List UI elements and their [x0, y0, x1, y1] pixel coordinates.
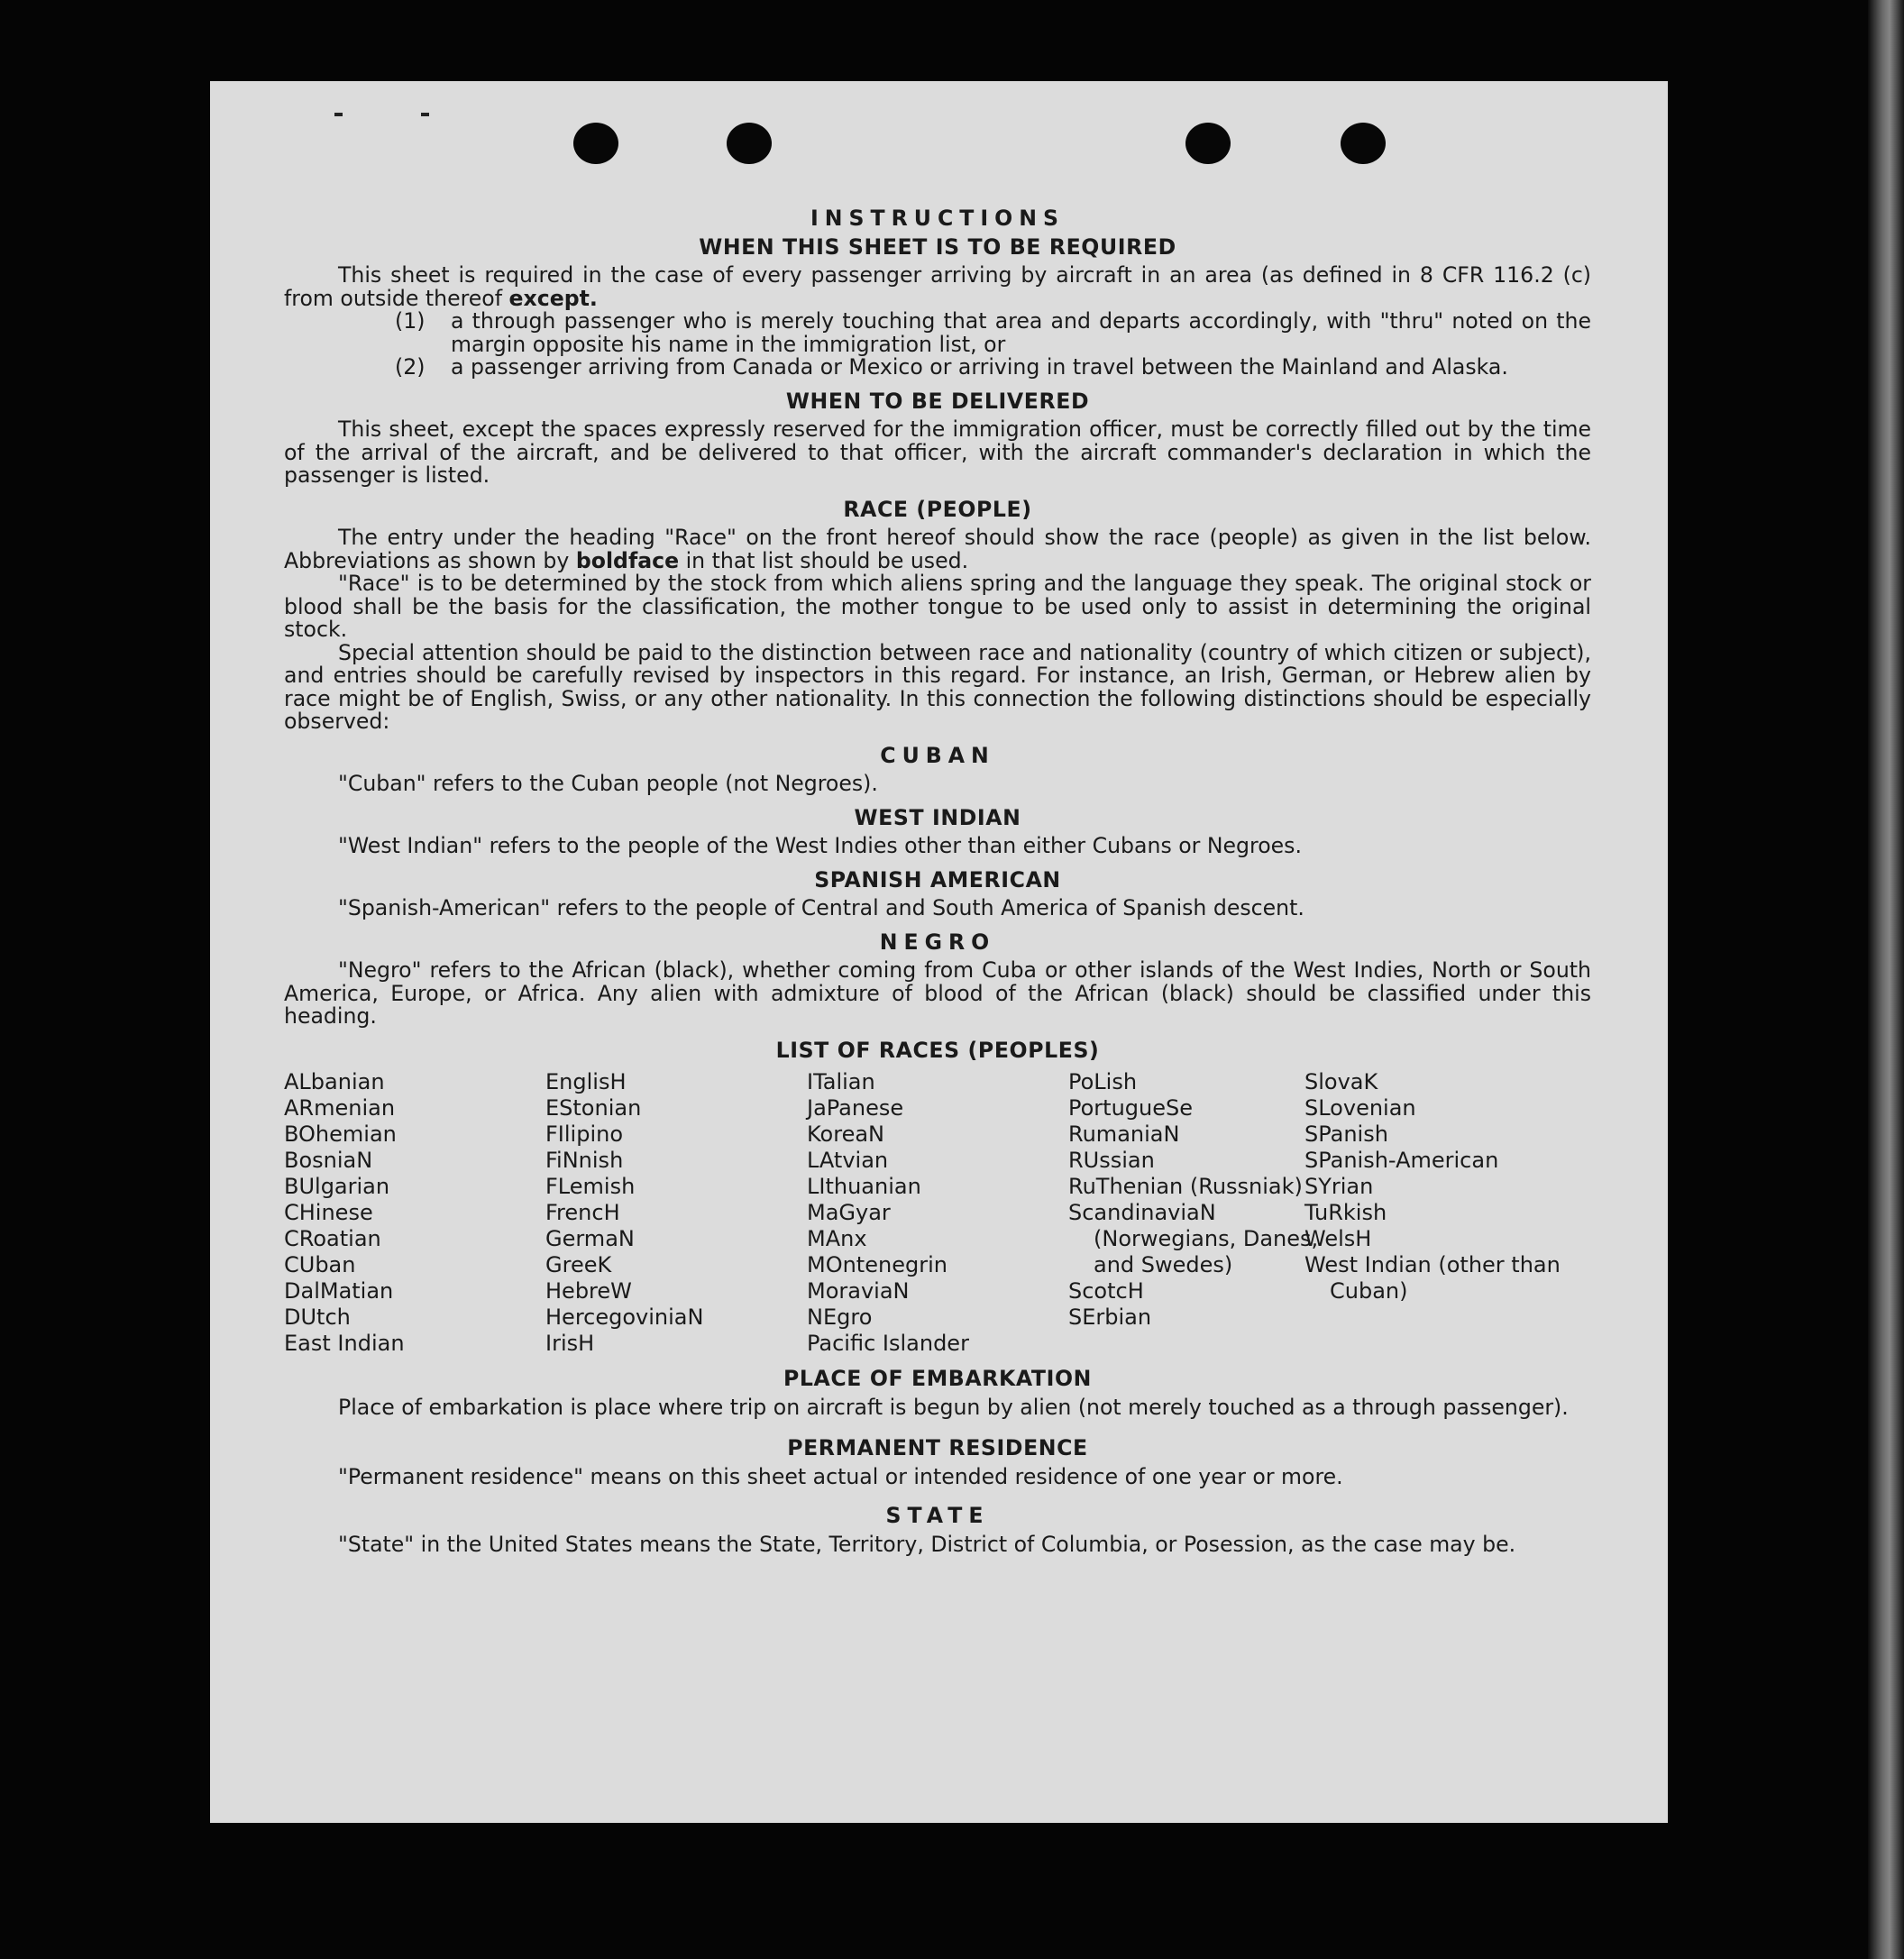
section-heading: LIST OF RACES (PEOPLES): [775, 1037, 1100, 1063]
race-entry: RumaniaN: [1068, 1121, 1180, 1147]
paragraph: "West Indian" refers to the people of the West Indies other than either Cubans or Negroes.: [338, 833, 1302, 858]
race-entry: FLemish: [545, 1174, 636, 1199]
race-entry: JaPanese: [807, 1095, 904, 1121]
paragraph: This sheet is required in the case of every passenger arriving by aircraft in an area (as defined in 8 CFR 116.2 (c) from outside thereof except.: [284, 262, 1591, 311]
paragraph: "Cuban" refers to the Cuban people (not Negroes).: [338, 771, 878, 796]
race-entry: MAnx: [807, 1226, 867, 1251]
paragraph: This sheet, except the spaces expressly reserved for the immigration officer, must be correctly filled out by the time of the arrival of the aircraft, and be delivered to that officer, with the aircraft commander's declaration in which the passenger is listed.: [284, 417, 1591, 488]
race-entry: MoraviaN: [807, 1278, 910, 1304]
race-entry: RUssian: [1068, 1148, 1155, 1173]
race-entry: BUlgarian: [284, 1174, 390, 1199]
races-column: [1068, 1069, 1330, 1357]
mark: [421, 113, 429, 116]
race-entry: GermaN: [545, 1226, 635, 1251]
race-entry: FiNnish: [545, 1148, 624, 1173]
race-entry: PortugueSe: [1068, 1095, 1193, 1121]
race-entry: DalMatian: [284, 1278, 394, 1304]
race-entry: BosniaN: [284, 1148, 373, 1173]
document-body: [284, 207, 1591, 1556]
paragraph: "State" in the United States means the State, Territory, District of Columbia, or Posession, as the case may be.: [338, 1531, 1516, 1557]
race-entry: FrencH: [545, 1200, 620, 1225]
list-item: (1) a through passenger who is merely touching that area and departs accordingly, with "thru" noted on the margin opposite his name in the immigration list, or: [395, 308, 1591, 357]
races-column: [545, 1069, 807, 1357]
scan-edge: [1868, 0, 1904, 1959]
list-item: (2) a passenger arriving from Canada or Mexico or arriving in travel between the Mainland and Alaska.: [395, 354, 1508, 380]
section-heading: PLACE OF EMBARKATION: [783, 1366, 1092, 1391]
race-entry: SPanish: [1304, 1121, 1388, 1147]
section-heading: SPANISH AMERICAN: [814, 866, 1061, 893]
race-entry: GreeK: [545, 1252, 612, 1277]
race-entry: Pacific Islander: [807, 1331, 969, 1356]
race-entry: SlovaK: [1304, 1069, 1378, 1094]
race-entry: HebreW: [545, 1278, 632, 1304]
paragraph: "Spanish-American" refers to the people of Central and South America of Spanish descent.: [338, 895, 1304, 920]
race-entry: WelsH: [1304, 1226, 1372, 1251]
race-entry: SYrian: [1304, 1174, 1374, 1199]
paragraph: The entry under the heading "Race" on the front hereof should show the race (people) as given in the list below. Abbreviations as shown by boldface in that list should be used.: [284, 525, 1591, 573]
document-title: INSTRUCTIONS: [810, 206, 1065, 231]
race-entry: DUtch: [284, 1304, 351, 1330]
race-entry: ARmenian: [284, 1095, 396, 1121]
punch-hole: [1185, 123, 1231, 164]
mark: [334, 113, 343, 116]
race-entry: MaGyar: [807, 1200, 891, 1225]
races-column: [807, 1069, 1068, 1357]
race-entry: KoreaN: [807, 1121, 884, 1147]
race-entry: West Indian (other than Cuban): [1304, 1252, 1561, 1304]
section-heading: RACE (PEOPLE): [843, 496, 1032, 522]
race-entry: EnglisH: [545, 1069, 627, 1094]
race-entry: RuThenian (Russniak): [1068, 1174, 1303, 1199]
section-heading: WEST INDIAN: [854, 804, 1021, 830]
race-entry: NEgro: [807, 1304, 873, 1330]
paragraph: "Permanent residence" means on this sheet actual or intended residence of one year or more.: [338, 1463, 1343, 1489]
race-entry: MOntenegrin: [807, 1252, 947, 1277]
section-heading: WHEN TO BE DELIVERED: [785, 388, 1090, 414]
race-entry: CRoatian: [284, 1226, 381, 1251]
races-list: [284, 1069, 1591, 1357]
race-entry: EStonian: [545, 1095, 642, 1121]
race-entry: HercegoviniaN: [545, 1304, 704, 1330]
race-entry: ScotcH: [1068, 1278, 1144, 1304]
race-entry: LAtvian: [807, 1148, 889, 1173]
race-entry: SErbian: [1068, 1304, 1152, 1330]
punch-hole: [573, 123, 618, 164]
paragraph: "Negro" refers to the African (black), whether coming from Cuba or other islands of the West Indies, North or South America, Europe, or Africa. Any alien with admixture of blood of the African (black) should be classified under this heading.: [284, 957, 1591, 1029]
race-entry: IrisH: [545, 1331, 595, 1356]
race-entry: BOhemian: [284, 1121, 397, 1147]
paragraph: Place of embarkation is place where trip on aircraft is begun by alien (not merely touched as a through passenger).: [338, 1394, 1569, 1420]
race-entry: East Indian: [284, 1331, 405, 1356]
race-entry: FIlipino: [545, 1121, 624, 1147]
race-entry: SLovenian: [1304, 1095, 1416, 1121]
race-entry: ITalian: [807, 1069, 875, 1094]
document-page: [210, 81, 1668, 1823]
section-heading: NEGRO: [879, 929, 996, 955]
race-entry: ScandinaviaN (Norwegians, Danes, and Swedes): [1068, 1200, 1319, 1277]
race-entry: TuRkish: [1304, 1200, 1387, 1225]
race-entry: CUban: [284, 1252, 356, 1277]
races-column: [284, 1069, 545, 1357]
punch-hole: [727, 123, 772, 164]
section-heading: CUBAN: [880, 742, 995, 768]
race-entry: LIthuanian: [807, 1174, 921, 1199]
section-heading: WHEN THIS SHEET IS TO BE REQUIRED: [699, 233, 1176, 260]
paragraph: "Race" is to be determined by the stock from which aliens spring and the language they speak. The original stock or blood shall be the basis for the classification, the mother tongue to be used only to assist in determining the original stock.: [284, 571, 1591, 642]
section-heading: STATE: [885, 1503, 990, 1528]
race-entry: ALbanian: [284, 1069, 385, 1094]
section-heading: PERMANENT RESIDENCE: [787, 1435, 1088, 1460]
race-entry: CHinese: [284, 1200, 373, 1225]
punch-hole: [1341, 123, 1386, 164]
races-column: [1304, 1069, 1591, 1357]
race-entry: SPanish-American: [1304, 1148, 1499, 1173]
race-entry: PoLish: [1068, 1069, 1138, 1094]
paragraph: Special attention should be paid to the distinction between race and nationality (country of which citizen or subject), and entries should be carefully revised by inspectors in this regard. For instance, an Irish, German, or Hebrew alien by race might be of English, Swiss, or any other nationality. In this connection the following distinctions should be especially observed:: [284, 639, 1591, 734]
